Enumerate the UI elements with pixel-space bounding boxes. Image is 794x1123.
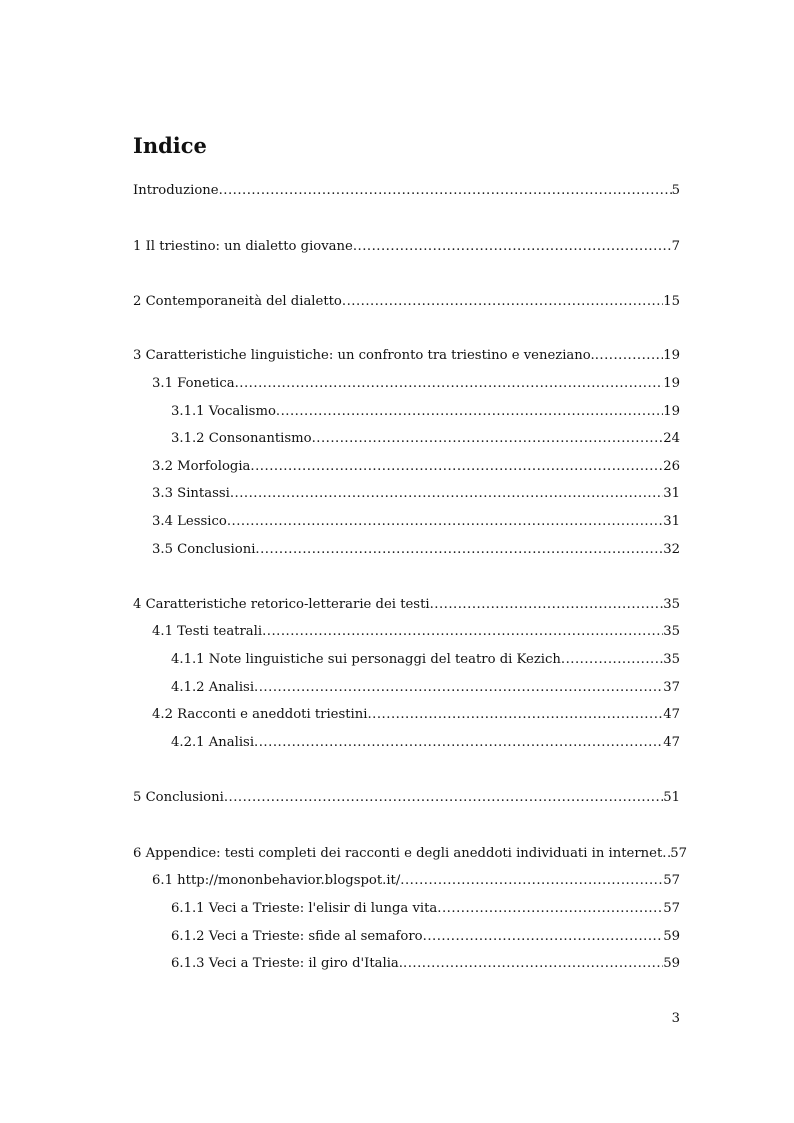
dot-leader xyxy=(312,430,664,448)
dot-leader xyxy=(403,955,663,973)
dot-leader xyxy=(561,651,663,669)
toc-entry[interactable] xyxy=(171,430,680,448)
toc-entry-page: 5 xyxy=(671,183,680,198)
page-title: Indice xyxy=(133,133,207,158)
toc-entry-page: 51 xyxy=(663,790,680,805)
toc-entry-label: Introduzione xyxy=(133,183,219,198)
toc-entry[interactable] xyxy=(133,347,680,365)
dot-leader xyxy=(353,238,672,256)
toc-entry-label: 1 Il triestino: un dialetto giovane xyxy=(133,239,353,254)
toc-entry[interactable] xyxy=(171,651,680,669)
dot-leader xyxy=(342,293,663,311)
toc-entry-label: 3.4 Lessico xyxy=(152,514,227,529)
toc-entry-page: 57 xyxy=(663,873,680,888)
toc-entry[interactable] xyxy=(152,375,680,393)
toc-entry-label: 6.1 http://mononbehavior.blogspot.it/ xyxy=(152,873,401,888)
toc-entry-page: 31 xyxy=(663,514,680,529)
toc-entry-label: 3.2 Morfologia xyxy=(152,459,251,474)
toc-entry[interactable] xyxy=(152,458,680,476)
toc-entry-page: 15 xyxy=(663,294,680,309)
dot-leader xyxy=(430,596,664,614)
dot-leader xyxy=(254,679,663,697)
toc-entry[interactable] xyxy=(133,182,680,200)
page-number: 3 xyxy=(671,1011,680,1026)
toc-entry-label: 2 Contemporaneità del dialetto xyxy=(133,294,342,309)
toc-entry-label: 6.1.3 Veci a Trieste: il giro d'Italia. xyxy=(171,956,403,971)
dot-leader xyxy=(235,375,664,393)
toc-entry-page: 57 xyxy=(670,846,688,861)
dot-leader xyxy=(230,485,663,503)
toc-entry-label: 3.1.2 Consonantismo xyxy=(171,431,312,446)
toc-entry-label: 4.1 Testi teatrali xyxy=(152,624,263,639)
dot-leader xyxy=(595,347,664,365)
toc-entry[interactable] xyxy=(171,928,680,946)
dot-leader xyxy=(662,845,670,863)
toc-entry-label: 4.1.1 Note linguistiche sui personaggi del teatro di Kezich xyxy=(171,652,561,667)
toc-entry[interactable] xyxy=(171,955,680,973)
toc-entry-label: 6.1.2 Veci a Trieste: sfide al semaforo xyxy=(171,929,423,944)
toc-entry-label: 4.1.2 Analisi xyxy=(171,680,255,695)
toc-entry-page: 19 xyxy=(663,376,680,391)
toc-entry-page: 19 xyxy=(663,348,680,363)
toc-entry[interactable] xyxy=(152,706,680,724)
toc-entry[interactable] xyxy=(152,541,680,559)
toc-entry-label: 4.2 Racconti e aneddoti triestini xyxy=(152,707,368,722)
dot-leader xyxy=(227,513,663,531)
dot-leader xyxy=(254,734,663,752)
toc-entry[interactable] xyxy=(171,679,680,697)
toc-entry-page: 26 xyxy=(663,459,680,474)
dot-leader xyxy=(224,789,663,807)
toc-entry[interactable] xyxy=(133,293,680,311)
toc-entry-page: 35 xyxy=(663,597,680,612)
toc-entry-page: 31 xyxy=(663,486,680,501)
dot-leader xyxy=(437,900,663,918)
toc-entry[interactable] xyxy=(152,872,680,890)
toc-entry-label: 5 Conclusioni xyxy=(133,790,224,805)
toc-entry-page: 24 xyxy=(663,431,680,446)
toc-entry-label: 3 Caratteristiche linguistiche: un confronto tra triestino e veneziano. xyxy=(133,348,595,363)
toc-entry-label: 4.2.1 Analisi xyxy=(171,735,255,750)
toc-entry[interactable] xyxy=(171,403,680,421)
toc-entry-label: 3.1.1 Vocalismo xyxy=(171,404,276,419)
toc-entry-page: 59 xyxy=(663,956,680,971)
toc-entry-label: 3.3 Sintassi xyxy=(152,486,230,501)
toc-entry-label: 3.5 Conclusioni xyxy=(152,542,256,557)
toc-entry-page: 7 xyxy=(671,239,680,254)
toc-entry-label: 4 Caratteristiche retorico-letterarie dei testi xyxy=(133,597,430,612)
toc-entry[interactable] xyxy=(171,734,680,752)
toc-entry[interactable] xyxy=(152,485,680,503)
toc-entry[interactable] xyxy=(171,900,680,918)
toc-entry-page: 57 xyxy=(663,901,680,916)
dot-leader xyxy=(367,706,663,724)
toc-entry-label: 6.1.1 Veci a Trieste: l'elisir di lunga vita xyxy=(171,901,438,916)
dot-leader xyxy=(423,928,664,946)
dot-leader xyxy=(219,182,672,200)
toc-entry[interactable] xyxy=(152,623,680,641)
toc-entry-page: 32 xyxy=(663,542,680,557)
toc-entry[interactable] xyxy=(152,513,680,531)
dot-leader xyxy=(276,403,663,421)
dot-leader xyxy=(255,541,663,559)
toc-entry-page: 47 xyxy=(663,735,680,750)
toc-entry-page: 35 xyxy=(663,624,680,639)
toc-entry-label: 6 Appendice: testi completi dei racconti e degli aneddoti individuati in internet xyxy=(133,846,663,861)
toc-entry-page: 19 xyxy=(663,404,680,419)
toc-entry[interactable] xyxy=(133,845,688,863)
toc-entry-label: 3.1 Fonetica xyxy=(152,376,235,391)
toc-entry-page: 47 xyxy=(663,707,680,722)
toc-entry-page: 35 xyxy=(663,652,680,667)
dot-leader xyxy=(262,623,663,641)
toc-entry[interactable] xyxy=(133,238,680,256)
toc-entry-page: 37 xyxy=(663,680,680,695)
dot-leader xyxy=(250,458,663,476)
dot-leader xyxy=(400,872,663,890)
toc-entry[interactable] xyxy=(133,596,680,614)
toc-entry-page: 59 xyxy=(663,929,680,944)
toc-entry[interactable] xyxy=(133,789,680,807)
